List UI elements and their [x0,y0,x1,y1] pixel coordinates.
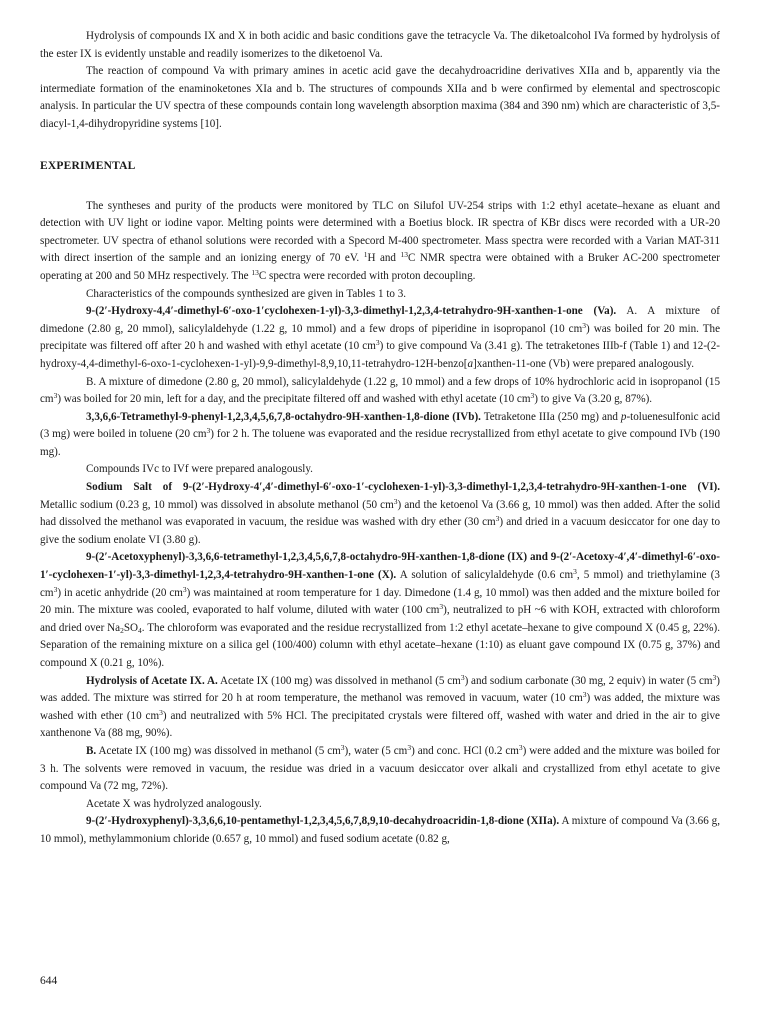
section-heading: EXPERIMENTAL [40,159,136,172]
page-body [40,28,720,849]
procedure-ivc: Compounds IVc to IVf were prepared analogously. [86,463,313,476]
compound-title: 3,3,6,6-Tetramethyl-9-phenyl-1,2,3,4,5,6,7,8-octahydro-9H-xanthen-1,8-dione (IVb). [86,410,481,423]
procedure-title: Hydrolysis of Acetate IX. A. [86,674,218,687]
intro-paragraph: Hydrolysis of compounds IX and X in both acidic and basic conditions gave the tetracycle Va. The diketoalcohol IVa formed by hydrolysis of the ester IX is evidently unstable and readily isomerizes to the diketoenol Va. [40,30,720,60]
compound-title: 9-(2′-Hydroxyphenyl)-3,3,6,6,10-pentamethyl-1,2,3,4,5,6,7,8,9,10-decahydroacridin-1,8-dione (XIIa). [86,815,560,828]
compound-title: 9-(2′-Acetoxyphenyl)-3,3,6,6-tetramethyl-1,2,3,4,5,6,7,8-octahydro-9H-xanthen-1,8-dione (IX) and 9-(2′-Acetoxy-4′,4′-dimethyl-6′-oxo-1′-cyclohexen-1′-yl)-3,3-dimethyl-1,2,3,4-tetrahydro-9H-xanthen-1-one (X). [40,551,720,582]
procedure-vi: Sodium Salt of 9-(2′-Hydroxy-4′,4′-dimethyl-6′-oxo-1′-cyclohexen-1-yl)-3,3-dimethyl-1,2,3,4-tetrahydro-9H-xanthen-1-one (VI). Metallic sodium (0.23 g, 10 mmol) was dissolved in absolute methanol (50 $cm^3$) and the ketoenol Va (3.66 g, 10 mmol) was then added. After the solid had dissolved the methanol was evaporated in vacuum, the residue was washed with dry ether (30 $cm^3$) and dried in a vacuum desiccator for one day to give the sodium enolate VI (3.80 g). [40,481,720,546]
intro-paragraph: The reaction of compound Va with primary amines in acetic acid gave the decahydroacridine derivatives XIIa and b, apparently via the intermediate formation of the enaminoketones XIa and b. The structures of compounds XIIa and b were confirmed by elemental and spectroscopic analysis. In particular the UV spectra of these compounds contain long wavelength absorption maxima (384 and 390 nm) which are characteristic of 3,5-diacyl-1,4-dihydropyridine systems [10]. [40,65,720,130]
compound-title: Sodium Salt of 9-(2′-Hydroxy-4′,4′-dimethyl-6′-oxo-1′-cyclohexen-1-yl)-3,3-dimethyl-1,2,3,4-tetrahydro-9H-xanthen-1-one (VI). [86,481,720,494]
procedure-ix-x: 9-(2′-Acetoxyphenyl)-3,3,6,6-tetramethyl-1,2,3,4,5,6,7,8-octahydro-9H-xanthen-1,8-dione (IX) and 9-(2′-Acetoxy-4′,4′-dimethyl-6′-oxo-1′-cyclohexen-1′-yl)-3,3-dimethyl-1,2,3,4-tetrahydro-9H-xanthen-1-one (X). A solution of salicylaldehyde (0.6 $cm^3$, 5 mmol) and triethylamine (3 $cm^3$) in acetic anhydride (20 $cm^3$) was maintained at room temperature for 1 day. Dimedone (1.4 g, 10 mmol) was then added and the mixture boiled for 20 min. The mixture was cooled, evaporated to half volume, diluted with water (100 $cm^3$), neutralized to pH ~6 with KOH, extracted with chloroform and dried over $Na_2SO_4$. The chloroform was evaporated and the residue recrystallized from 1:2 ethyl acetate–hexane to give compound X (0.45 g, 22%). Separation of the remaining mixture on a silica gel (100/400) column with ethyl acetate–hexane (1:10) as eluant gave compound IX (0.75 g, 37%) and compound X (0.21 g, 10%). [40,551,720,669]
procedure-xiia: 9-(2′-Hydroxyphenyl)-3,3,6,6,10-pentamethyl-1,2,3,4,5,6,7,8,9,10-decahydroacridin-1,8-dione (XIIa). A mixture of compound Va (3.66 g, 10 mmol), methylammonium chloride (0.657 g, 10 mmol) and fused sodium acetate (0.82 g, [40,815,721,845]
procedure-ivb: 3,3,6,6-Tetramethyl-9-phenyl-1,2,3,4,5,6,7,8-octahydro-9H-xanthen-1,8-dione (IVb). Tetraketone IIIa (250 mg) and p-toluenesulfonic acid (3 mg) were boiled in toluene (20 $cm^3$) for 2 h. The toluene was evaporated and the residue recrystallized from ethyl acetate to give compound IVb (190 mg). [40,410,720,458]
page-number: 644 [40,975,58,987]
compound-title: 9-(2′-Hydroxy-4,4′-dimethyl-6′-oxo-1′cyclohexen-1-yl)-3,3-dimethyl-1,2,3,4-tetrahydro-9H-xanthen-1-one (Va). [86,305,617,318]
procedure-acetate-x: Acetate X was hydrolyzed analogously. [86,797,262,810]
procedure-hydrolysis-a: Hydrolysis of Acetate IX. A. Acetate IX (100 mg) was dissolved in methanol (5 $cm^3$) and sodium carbonate (30 mg, 2 equiv) in water (5 $cm^3$) was added. The mixture was stirred for 20 h at room temperature, the methanol was removed in vacuum, water (10 $cm^3$) was added, the mixture was washed with ether (10 $cm^3$) and neutralized with 5% HCl. The precipitated crystals were filtered off, washed with water and dried in the air to give xanthenone Va (88 mg, 90%). [40,672,720,740]
procedure-hydrolysis-b: B. Acetate IX (100 mg) was dissolved in methanol (5 $cm^3$), water (5 $cm^3$) and conc. HCl (0.2 $cm^3$) were added and the mixture was boiled for 3 h. The solvents were removed in vacuum, the residue was dried in a vacuum desiccator over alkali and crystallized from ethyl acetate to give compound Va (72 mg, 72%). [40,742,720,793]
methods-paragraph: Characteristics of the compounds synthesized are given in Tables 1 to 3. [86,287,407,300]
methods-paragraph: The syntheses and purity of the products were monitored by TLC on Silufol UV-254 strips with 1:2 ethyl acetate–hexane as eluant and detection with UV light or iodine vapor. Melting points were determined with a Boetius block. IR spectra of KBr discs were recorded with a UR-20 spectrometer. UV spectra of ethanol solutions were recorded with a Specord M-400 spectrometer. Mass spectra were recorded with a Varian MAT-311 with direct insertion of the sample and an ionizing energy of 70 eV. $^1$H and $^{13}$C NMR spectra were obtained with a Bruker AC-200 spectrometer operating at 200 and 50 MHz respectively. The $^{13}$C spectra were recorded with proton decoupling. [40,199,720,282]
procedure-va-b: B. A mixture of dimedone (2.80 g, 20 mmol), salicylaldehyde (1.22 g, 10 mmol) and a few drops of 10% hydrochloric acid in isopropanol (15 $cm^3$) was boiled for 20 min, left for a day, and the precipitate filtered off and washed with ethyl acetate (10 $cm^3$) to give Va (3.20 g, 87%). [40,375,720,406]
procedure-va-a: 9-(2′-Hydroxy-4,4′-dimethyl-6′-oxo-1′cyclohexen-1-yl)-3,3-dimethyl-1,2,3,4-tetrahydro-9H-xanthen-1-one (Va). A. A mixture of dimedone (2.80 g, 20 mmol), salicylaldehyde (1.22 g, 10 mmol) and a few drops of piperidine in isopropanol (10 $cm^3$) was boiled for 20 min. The precipitate was filtered off after 20 h and washed with ethyl acetate (10 $cm^3$) to give compound Va (3.41 g). The tetraketones IIIb-f (Table 1) and 12-(2-hydroxy-4,4-dimethyl-6-oxo-1-cyclohexen-1-yl)-9,9-dimethyl-8,9,10,11-tetrahydro-12H-benzo[a]xanthen-11-one (Vb) were prepared analogously. [40,305,720,370]
